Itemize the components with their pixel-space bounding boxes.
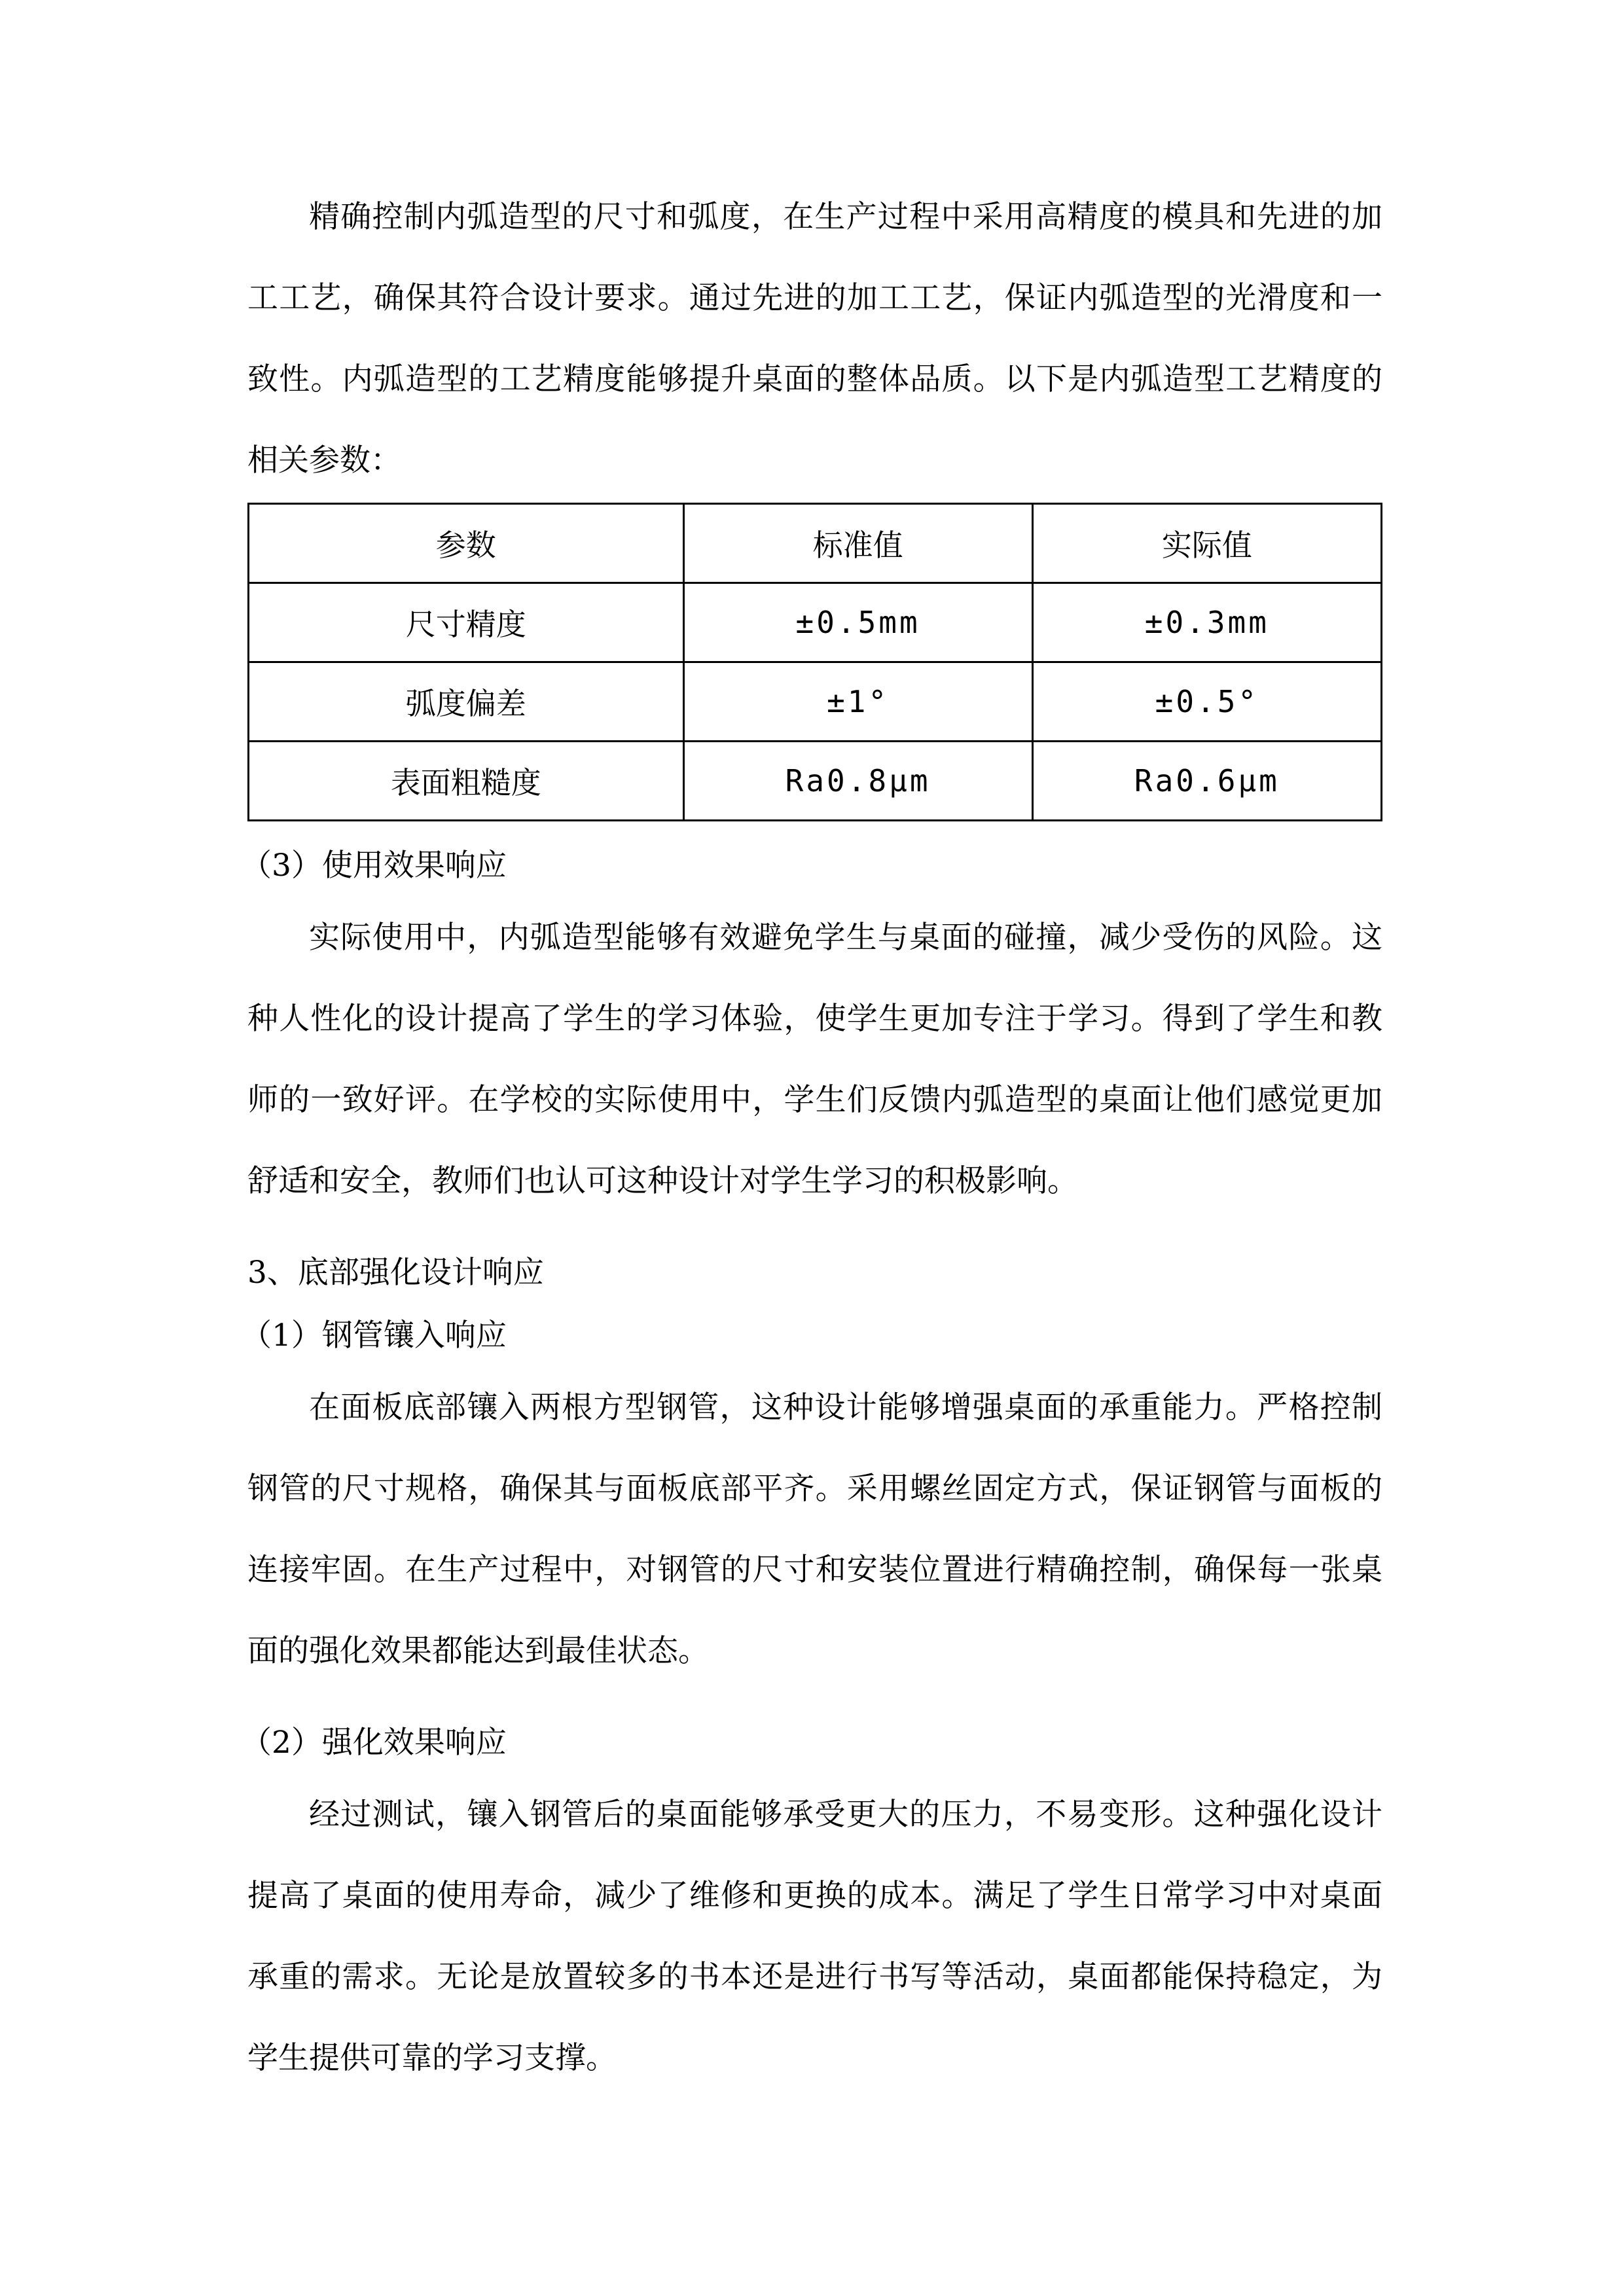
precision-parameters-table	[247, 503, 1382, 821]
table-cell: ±0.5mm	[683, 583, 1032, 662]
table-row	[249, 662, 1382, 742]
table-header-cell: 参数	[249, 504, 684, 583]
table-cell: 表面粗糙度	[249, 742, 684, 821]
strength-effect-paragraph: 经过测试，镶入钢管后的桌面能够承受更大的压力，不易变形。这种强化设计提高了桌面的使用寿命，减少了维修和更换的成本。满足了学生日常学习中对桌面承重的需求。无论是放置较多的书本还是进行书写等活动，桌面都能保持稳定，为学生提供可靠的学习支撑。	[247, 1797, 1382, 2076]
table-row	[249, 742, 1382, 821]
table-cell: 尺寸精度	[249, 583, 684, 662]
table-header-row	[249, 504, 1382, 583]
usage-effect-paragraph: 实际使用中，内弧造型能够有效避免学生与桌面的碰撞，减少受伤的风险。这种人性化的设计提高了学生的学习体验，使学生更加专注于学习。得到了学生和教师的一致好评。在学校的实际使用中，学生们反馈内弧造型的桌面让他们感觉更加舒适和安全，教师们也认可这种设计对学生学习的积极影响。	[247, 920, 1382, 1199]
strength-effect-heading: （2）强化效果响应	[241, 1725, 507, 1761]
table-cell: Ra0.6μm	[1032, 742, 1381, 821]
steel-tube-heading: （1）钢管镶入响应	[241, 1318, 507, 1354]
steel-tube-paragraph: 在面板底部镶入两根方型钢管，这种设计能够增强桌面的承重能力。严格控制钢管的尺寸规格，确保其与面板底部平齐。采用螺丝固定方式，保证钢管与面板的连接牢固。在生产过程中，对钢管的尺寸和安装位置进行精确控制，确保每一张桌面的强化效果都能达到最佳状态。	[247, 1390, 1382, 1669]
table-cell: 弧度偏差	[249, 662, 684, 742]
bottom-reinforcement-heading: 3、底部强化设计响应	[247, 1255, 544, 1291]
table-header-cell: 标准值	[683, 504, 1032, 583]
document-page	[241, 177, 1382, 2099]
usage-effect-heading: （3）使用效果响应	[241, 848, 507, 884]
table-cell: Ra0.8μm	[683, 742, 1032, 821]
table-cell: ±0.5°	[1032, 662, 1381, 742]
table-header-cell: 实际值	[1032, 504, 1381, 583]
table-row	[249, 583, 1382, 662]
intro-paragraph: 精确控制内弧造型的尺寸和弧度，在生产过程中采用高精度的模具和先进的加工工艺，确保其符合设计要求。通过先进的加工工艺，保证内弧造型的光滑度和一致性。内弧造型的工艺精度能够提升桌面的整体品质。以下是内弧造型工艺精度的相关参数：	[247, 199, 1382, 478]
table-cell: ±1°	[683, 662, 1032, 742]
table-cell: ±0.3mm	[1032, 583, 1381, 662]
